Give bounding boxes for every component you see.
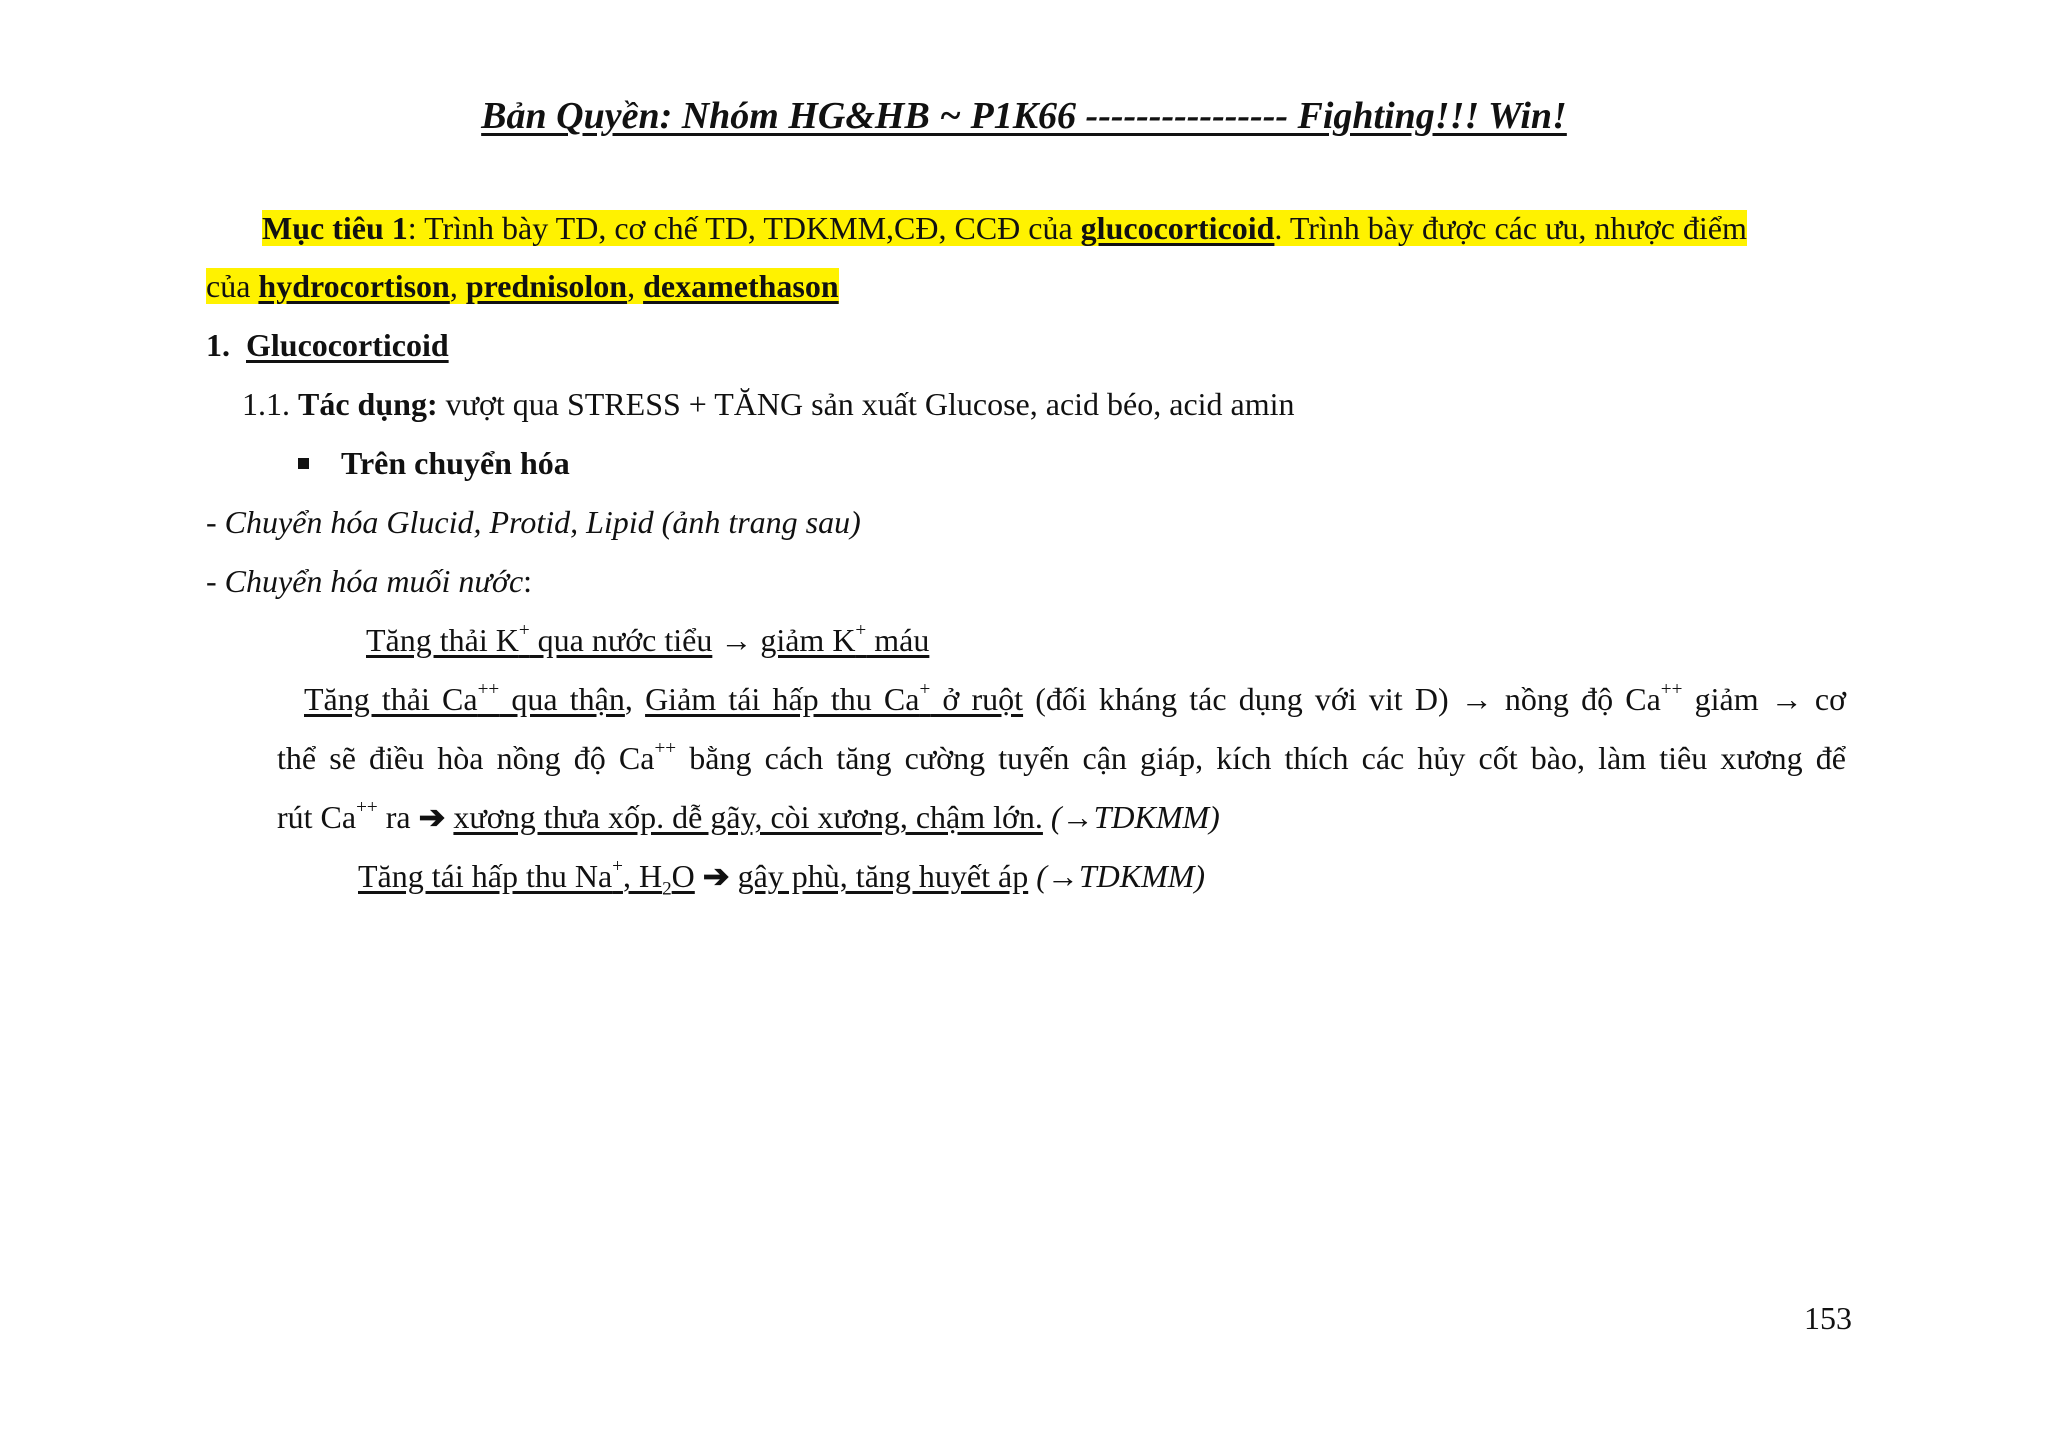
subsection-title: Tác dụng: <box>298 386 438 422</box>
dash-text: Chuyển hóa muối nước <box>224 563 524 599</box>
bone-effects: xương thưa xốp. dễ gãy, còi xương, chậm lớn. <box>453 799 1043 835</box>
text: Tăng tái hấp thu Na <box>358 858 613 894</box>
superscript: ++ <box>356 797 378 819</box>
potassium-excretion <box>366 622 712 658</box>
superscript: + <box>612 856 623 878</box>
separator: , <box>627 268 644 304</box>
superscript: ++ <box>1660 679 1683 701</box>
text: O <box>671 858 695 894</box>
square-bullet-icon <box>298 458 309 469</box>
calcium-intestine <box>645 681 1023 717</box>
superscript: + <box>855 620 867 642</box>
objective-line-2 <box>206 266 839 306</box>
text: Tăng thải Ca <box>304 681 478 717</box>
calcium-line-3 <box>277 797 1220 837</box>
sodium-line <box>358 856 1206 900</box>
sodium-reabsorption <box>358 856 695 900</box>
arrow-right-icon: → <box>712 622 761 658</box>
drug-dexamethason: dexamethason <box>643 268 839 304</box>
section-1-1-line <box>242 384 1295 424</box>
subsection-text: vượt qua STRESS + TĂNG sản xuất Glucose, acid béo, acid amin <box>437 386 1295 422</box>
objective-highlight-2 <box>206 268 839 304</box>
adverse-effect-note: (→TDKMM) <box>1042 799 1220 835</box>
calcium-line-2 <box>277 738 1846 778</box>
text: máu <box>866 622 930 658</box>
superscript: + <box>919 679 931 701</box>
text: , <box>624 681 646 717</box>
text: giảm K <box>760 622 856 658</box>
dash-prefix: - <box>206 504 225 540</box>
objective-label: Mục tiêu 1 <box>262 210 408 246</box>
objective-line-1 <box>262 208 1747 248</box>
section-1-heading <box>206 325 449 365</box>
text: ra <box>377 799 419 835</box>
calcium-line-1 <box>304 679 1846 719</box>
text: rút Ca <box>277 799 357 835</box>
drug-prednisolon: prednisolon <box>465 268 628 304</box>
separator: , <box>449 268 466 304</box>
objective-highlight <box>262 210 1747 246</box>
arrow-right-icon: → <box>1770 681 1803 717</box>
adverse-effect-note: (→TDKMM) <box>1028 858 1206 894</box>
superscript: ++ <box>654 738 677 760</box>
text: cơ <box>1802 681 1847 717</box>
dash-suffix: : <box>523 563 533 599</box>
text: , H <box>622 858 663 894</box>
subsection-number: 1.1. <box>242 386 290 422</box>
objective-text: : Trình bày TD, cơ chế TD, TDKMM,CĐ, CCĐ của <box>407 210 1081 246</box>
dash-item-1 <box>206 502 861 542</box>
text: qua nước tiểu <box>529 622 713 658</box>
text: Giảm tái hấp thu Ca <box>645 681 920 717</box>
text: Tăng thải K <box>366 622 519 658</box>
superscript: + <box>518 620 530 642</box>
bullet-text: Trên chuyển hóa <box>341 445 570 481</box>
dash-prefix: - <box>206 563 225 599</box>
superscript: ++ <box>477 679 500 701</box>
potassium-line <box>366 620 929 660</box>
text: ở ruột <box>930 681 1024 717</box>
page-number: 153 <box>1804 1300 1852 1336</box>
edema-hypertension: gây phù, tăng huyết áp <box>737 858 1029 894</box>
potassium-blood <box>760 622 929 658</box>
page-header: Bản Quyền: Nhóm HG&HB ~ P1K66 ---------------- Fighting!!! Win! <box>481 95 1567 137</box>
objective-text-3: của <box>206 268 259 304</box>
bullet-metabolism <box>298 443 570 483</box>
arrow-right-icon: ➔ <box>694 858 738 894</box>
drug-hydrocortison: hydrocortison <box>258 268 450 304</box>
objective-text-2: . Trình bày được các ưu, nhược điểm <box>1274 210 1747 246</box>
text: qua thận <box>499 681 625 717</box>
subscript: 2 <box>662 878 672 900</box>
calcium-renal <box>304 681 625 717</box>
text: (đối kháng tác dụng với vit D) <box>1023 681 1461 717</box>
arrow-right-icon: → <box>1460 681 1493 717</box>
text: nồng độ Ca <box>1492 681 1661 717</box>
dash-text: Chuyển hóa Glucid, Protid, Lipid (ảnh trang sau) <box>224 504 861 540</box>
arrow-right-icon: ➔ <box>418 799 446 835</box>
text: giảm <box>1682 681 1771 717</box>
section-number: 1. <box>206 327 230 363</box>
text: thể sẽ điều hòa nồng độ Ca <box>277 740 655 776</box>
section-title: Glucocorticoid <box>246 327 449 363</box>
text: bằng cách tăng cường tuyến cận giáp, kích thích các hủy cốt bào, làm tiêu xương để <box>676 740 1847 776</box>
drug-glucocorticoid: glucocorticoid <box>1080 210 1275 246</box>
dash-item-2 <box>206 561 532 601</box>
